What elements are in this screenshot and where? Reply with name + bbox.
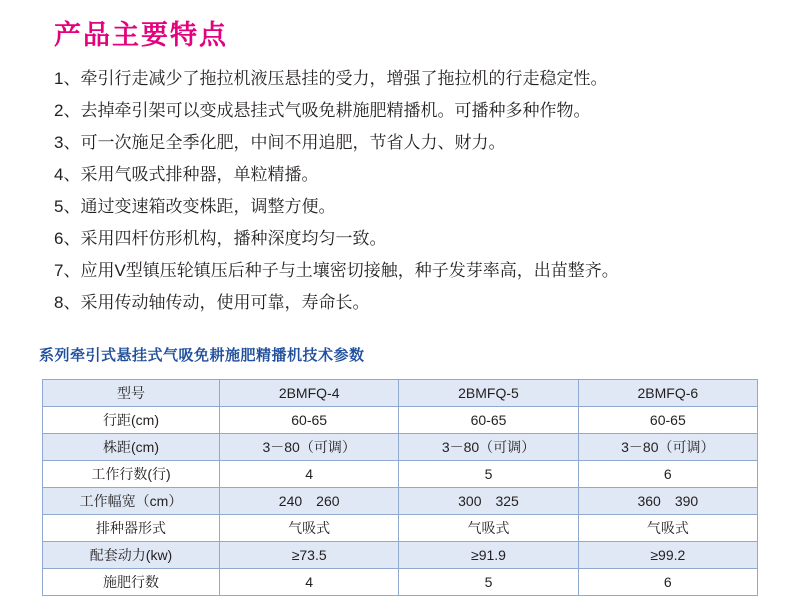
table-row — [43, 434, 758, 461]
table-cell: 气吸式 — [220, 515, 399, 542]
table-cell: 6 — [578, 461, 757, 488]
table-row-label: 工作幅宽（cm） — [43, 488, 220, 515]
table-cell: 60-65 — [578, 407, 757, 434]
table-row-label: 株距(cm) — [43, 434, 220, 461]
list-item: 3、可一次施足全季化肥，中间不用追肥，节省人力、财力。 — [54, 133, 506, 153]
feature-list — [36, 62, 764, 318]
table-row-label: 排种器形式 — [43, 515, 220, 542]
table-row-label: 行距(cm) — [43, 407, 220, 434]
table-cell: 6 — [578, 569, 757, 596]
table-row — [43, 407, 758, 434]
table-header-cell: 2BMFQ-4 — [220, 380, 399, 407]
page-title: 产品主要特点 — [54, 20, 228, 51]
table-cell: 60-65 — [399, 407, 578, 434]
table-header-cell: 型号 — [43, 380, 220, 407]
table-cell: 300 325 — [399, 488, 578, 515]
table-header-row — [43, 380, 758, 407]
list-item: 6、采用四杆仿形机构，播种深度均匀一致。 — [54, 229, 387, 249]
table-row — [43, 569, 758, 596]
table-cell: 360 390 — [578, 488, 757, 515]
table-cell: 气吸式 — [399, 515, 578, 542]
table-row — [43, 488, 758, 515]
table-cell: ≥99.2 — [578, 542, 757, 569]
table-row — [43, 515, 758, 542]
table-cell: 4 — [220, 569, 399, 596]
table-cell: 5 — [399, 461, 578, 488]
table-cell: ≥73.5 — [220, 542, 399, 569]
table-cell: 60-65 — [220, 407, 399, 434]
list-item: 8、采用传动轴传动，使用可靠，寿命长。 — [54, 293, 370, 313]
table-row-label: 工作行数(行) — [43, 461, 220, 488]
table-row — [43, 461, 758, 488]
table-cell: 5 — [399, 569, 578, 596]
table-cell: 4 — [220, 461, 399, 488]
table-cell: 3－80（可调） — [399, 434, 578, 461]
table-cell: 3－80（可调） — [220, 434, 399, 461]
specifications-table — [42, 379, 758, 596]
table-cell: ≥91.9 — [399, 542, 578, 569]
list-item: 5、通过变速箱改变株距，调整方便。 — [54, 197, 336, 217]
table-row-label: 施肥行数 — [43, 569, 220, 596]
table-row-label: 配套动力(kw) — [43, 542, 220, 569]
table-row — [43, 542, 758, 569]
table-cell: 240 260 — [220, 488, 399, 515]
list-item: 2、去掉牵引架可以变成悬挂式气吸免耕施肥精播机。可播种多种作物。 — [54, 101, 591, 121]
table-title: 系列牵引式悬挂式气吸免耕施肥精播机技术参数 — [39, 347, 365, 365]
table-cell: 3－80（可调） — [578, 434, 757, 461]
table-cell: 气吸式 — [578, 515, 757, 542]
list-item: 1、牵引行走减少了拖拉机液压悬挂的受力，增强了拖拉机的行走稳定性。 — [54, 69, 608, 89]
list-item: 7、应用V型镇压轮镇压后种子与土壤密切接触，种子发芽率高，出苗整齐。 — [54, 261, 619, 281]
list-item: 4、采用气吸式排种器，单粒精播。 — [54, 165, 319, 185]
table-header-cell: 2BMFQ-6 — [578, 380, 757, 407]
table-header-cell: 2BMFQ-5 — [399, 380, 578, 407]
